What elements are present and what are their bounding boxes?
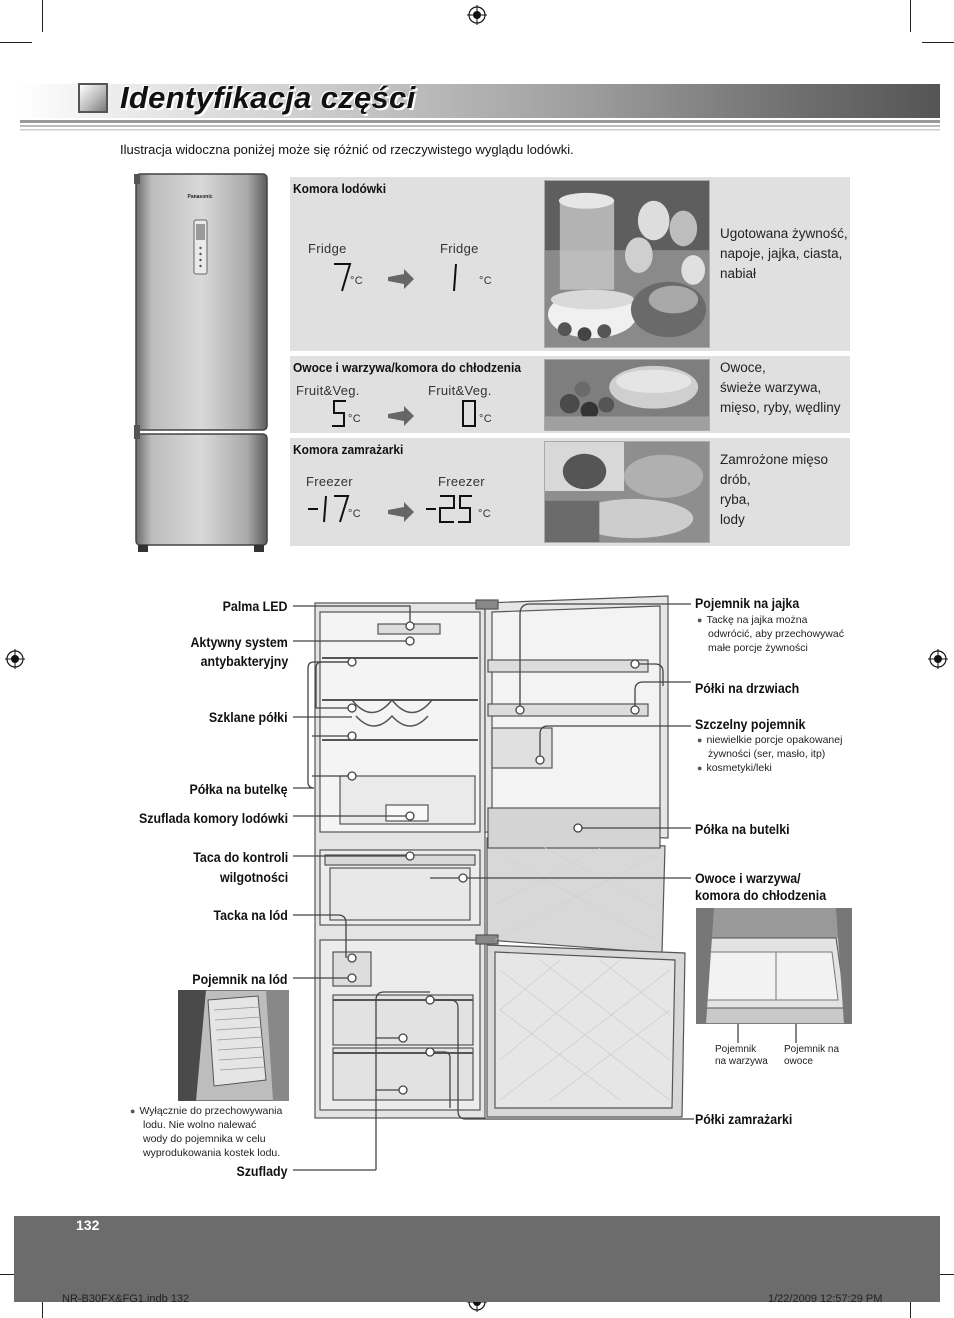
- display-label: Fruit&Veg.: [428, 383, 492, 398]
- label-bottle-shelf: Półka na butelkę: [189, 782, 288, 797]
- temp-unit: °C: [479, 275, 492, 287]
- food-photo-freezer: [544, 441, 710, 543]
- temperature-change-graphic: [308, 398, 538, 432]
- ice-box-photo: [178, 990, 289, 1101]
- temperature-change-graphic: [308, 492, 538, 528]
- panel-fruit-veg-compartment: [290, 356, 850, 433]
- crop-mark: [42, 0, 43, 32]
- label-ice-tray: Tacka na lód: [213, 908, 288, 923]
- display-label: Freezer: [438, 474, 485, 489]
- page-number: 132: [76, 1217, 100, 1233]
- title-square-icon: [78, 83, 108, 113]
- label-freezer-shelves: Półki zamrażarki: [695, 1112, 793, 1127]
- panel-description: Ugotowana żywność, napoje, jajka, ciasta, nabiał: [720, 226, 848, 281]
- temp-unit: °C: [348, 508, 361, 520]
- label-door-shelves: Półki na drzwiach: [695, 681, 800, 696]
- arrow-right-icon: [388, 502, 414, 522]
- temp-unit: °C: [479, 413, 492, 425]
- label-humidity-2: wilgotności: [219, 870, 288, 885]
- display-label: Fridge: [308, 241, 347, 256]
- temp-unit: °C: [348, 413, 361, 425]
- arrow-right-icon: [388, 269, 414, 289]
- ice-note: ● Wyłącznie do przechowywania lodu. Nie wolno nalewać wody do pojemnika w celu wyprodukowania kostek lodu.: [130, 1105, 283, 1159]
- bullet-icon: ●: [697, 763, 703, 773]
- temp-unit: °C: [478, 508, 491, 520]
- registration-mark-icon: [928, 649, 948, 669]
- food-photo-fridge: [544, 180, 710, 348]
- label-fruit-veg-2: komora do chłodzenia: [695, 888, 827, 903]
- crop-mark: [910, 0, 911, 32]
- panel-title: Komora zamrażarki: [293, 442, 404, 457]
- label-veg-box: Pojemnik na warzywa: [715, 1044, 768, 1067]
- registration-mark-icon: [5, 649, 25, 669]
- registration-mark-icon: [467, 5, 487, 25]
- bullet-icon: ●: [130, 1106, 136, 1116]
- title-stripes: [20, 120, 940, 132]
- label-fruit-box: Pojemnik na owoce: [784, 1044, 840, 1067]
- panel-description: Owoce, świeże warzywa, mięso, ryby, wędliny: [720, 360, 841, 415]
- panel-title: Komora lodówki: [293, 181, 387, 196]
- label-glass-shelves: Szklane półki: [209, 710, 288, 725]
- panel-title: Owoce i warzywa/komora do chłodzenia: [293, 360, 521, 375]
- display-label: Fridge: [440, 241, 479, 256]
- brand-logo: Panasonic: [187, 194, 213, 200]
- crop-mark: [0, 42, 32, 43]
- intro-text: Ilustracja widoczna poniżej może się różnić od rzeczywistego wyglądu lodówki.: [120, 142, 574, 157]
- label-led: Palma LED: [223, 599, 288, 614]
- label-drawers: Szuflady: [236, 1164, 288, 1179]
- arrow-right-icon: [388, 406, 414, 426]
- display-label: Freezer: [306, 474, 353, 489]
- footer-file-slug: NR-B30FX&FG1.indb 132: [62, 1293, 190, 1305]
- label-antibacterial-1: Aktywny system: [190, 635, 288, 650]
- egg-note: ● Tackę na jajka można odwrócić, aby przechowywać małe porcje żywności: [697, 614, 844, 654]
- food-photo-fruit-veg: [544, 359, 710, 431]
- page-title: Identyfikacja części: [120, 80, 416, 115]
- label-fruit-veg-1: Owoce i warzywa/: [695, 871, 801, 886]
- footer-band: [14, 1216, 940, 1302]
- label-bottle-door-shelf: Półka na butelki: [695, 822, 790, 837]
- label-ice-box: Pojemnik na lód: [192, 972, 288, 987]
- label-antibacterial-2: antybakteryjny: [200, 654, 288, 669]
- bullet-icon: ●: [697, 615, 703, 625]
- label-humidity-1: Taca do kontroli: [192, 850, 288, 865]
- temp-unit: °C: [350, 275, 363, 287]
- temperature-change-graphic: [308, 259, 538, 299]
- bullet-icon: ●: [697, 735, 703, 745]
- fridge-open-diagram: [280, 590, 703, 1135]
- label-sealed-container: Szczelny pojemnik: [695, 717, 806, 732]
- panel-fridge-compartment: [290, 177, 850, 351]
- crop-mark: [922, 42, 954, 43]
- label-egg-box: Pojemnik na jajka: [695, 596, 800, 611]
- sealed-note: ● niewielkie porcje opakowanej żywności (ser, masło, itp) ● kosmetyki/leki: [697, 734, 843, 774]
- panel-freezer-compartment: [290, 438, 850, 546]
- label-fridge-drawer: Szuflada komory lodówki: [138, 811, 288, 826]
- crisper-photo: [696, 908, 852, 1024]
- footer-date-slug: 1/22/2009 12:57:29 PM: [768, 1293, 883, 1305]
- panel-description: Zamrożone mięso drób, ryba, lody: [720, 452, 829, 527]
- display-label: Fruit&Veg.: [296, 383, 360, 398]
- fridge-closed-illustration: [132, 172, 272, 554]
